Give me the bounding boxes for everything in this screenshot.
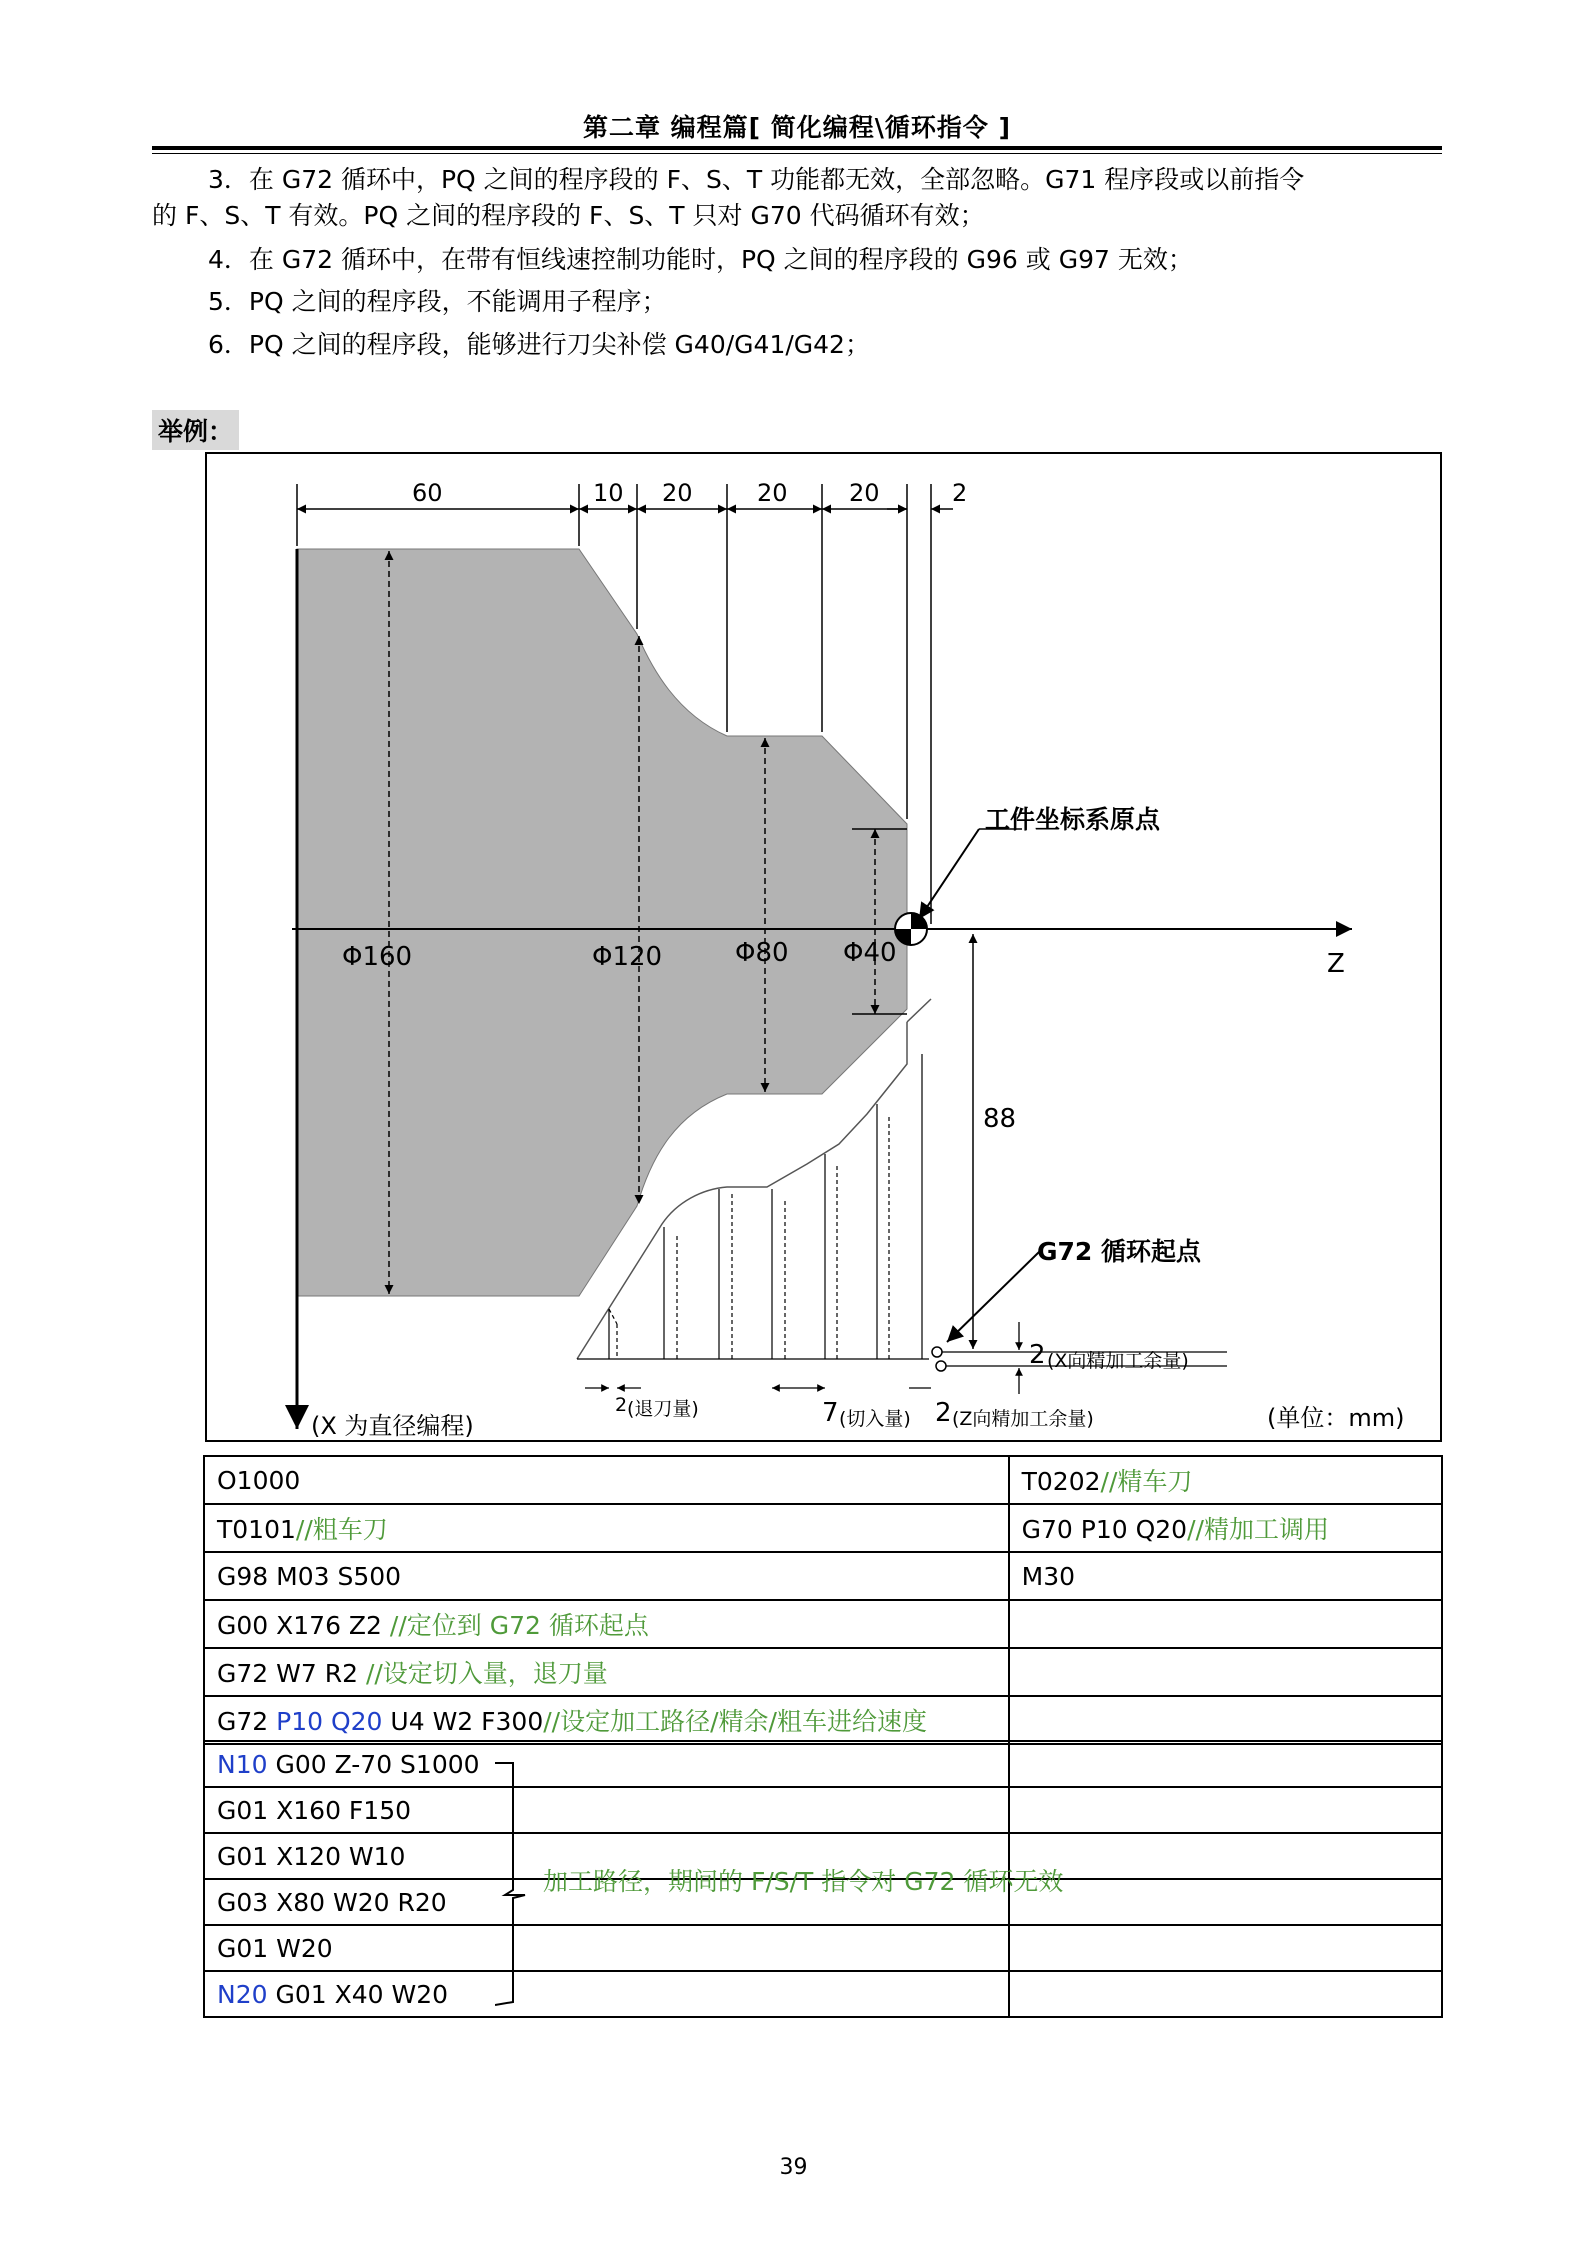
note-4: 4．在 G72 循环中，在带有恒线速控制功能时，PQ 之间的程序段的 G96 或 G97 无效； [208, 245, 1193, 274]
dim-2: 2 [952, 479, 968, 507]
table-row [204, 1971, 1442, 2017]
code-cell: N10 G00 Z-70 S1000 [204, 1741, 514, 1787]
allow-z-label: (Z向精加工余量) [952, 1408, 1094, 1430]
z-label: Z [1327, 949, 1345, 979]
code-cell [1009, 1648, 1442, 1696]
dia-40: Φ40 [843, 938, 897, 968]
code-cell: O1000 [204, 1456, 1009, 1504]
allow-x-num: 2 [1029, 1340, 1046, 1370]
code-cell: G72 W7 R2 //设定切入量，退刀量 [204, 1648, 1009, 1696]
table-row [204, 1787, 1442, 1833]
table-row [204, 1925, 1442, 1971]
g72-diagram [205, 452, 1442, 1442]
program-table [203, 1455, 1443, 1745]
start-label: G72 循环起点 [1037, 1237, 1202, 1266]
page-header: 第二章 编程篇[ 简化编程\循环指令 ] [582, 113, 1012, 142]
table-row [204, 1648, 1442, 1696]
header-rule-thick [152, 146, 1442, 150]
note-3 [152, 162, 1452, 234]
dim-20c: 20 [849, 479, 880, 507]
cut-num: 7 [822, 1398, 839, 1428]
start-point [932, 1347, 942, 1357]
table-row [204, 1456, 1442, 1504]
example-label: 举例： [152, 410, 239, 450]
dim-10: 10 [593, 479, 624, 507]
origin-label: 工件坐标系原点 [985, 805, 1161, 834]
table-row [204, 1741, 1442, 1787]
unit-note: (单位：mm) [1267, 1404, 1405, 1432]
dia-80: Φ80 [735, 938, 789, 968]
page-number: 39 [779, 2155, 808, 2180]
code-cell [1009, 1600, 1442, 1648]
code-cell: T0202//精车刀 [1009, 1456, 1442, 1504]
code-cell: G01 X120 W10 [204, 1833, 514, 1879]
dim-20b: 20 [757, 479, 788, 507]
table-row [204, 1696, 1442, 1744]
dia-160: Φ160 [342, 942, 413, 972]
table-row [204, 1600, 1442, 1648]
code-cell: G01 X160 F150 [204, 1787, 514, 1833]
code-cell: G01 W20 [204, 1925, 514, 1971]
code-cell [1009, 1696, 1442, 1744]
cut-label: (切入量) [839, 1408, 911, 1430]
code-cell: G03 X80 W20 R20 [204, 1879, 514, 1925]
code-cell: T0101//粗车刀 [204, 1504, 1009, 1552]
note-3-line2: 的 F、S、T 有效。PQ 之间的程序段的 F、S、T 只对 G70 代码循环有效； [152, 201, 985, 230]
path-block-note: 加工路径，期间的 F/S/T 指令对 G72 循环无效 [543, 1867, 1064, 1896]
table-row [204, 1552, 1442, 1600]
origin-symbol [895, 913, 927, 945]
allow-z-num: 2 [935, 1398, 952, 1428]
dim-60: 60 [412, 479, 443, 507]
header-rule-thin [152, 153, 1442, 154]
path-block [203, 1740, 1443, 2018]
brace-icon [495, 1740, 535, 2020]
retract-label: (退刀量) [627, 1398, 699, 1420]
code-cell: G98 M03 S500 [204, 1552, 1009, 1600]
code-cell: N20 G01 X40 W20 [204, 1971, 514, 2017]
code-cell: M30 [1009, 1552, 1442, 1600]
note-3-line1: 3．在 G72 循环中，PQ 之间的程序段的 F、S、T 功能都无效，全部忽略。G71 程序段或以前指令 [208, 165, 1305, 194]
code-cell: G00 X176 Z2 //定位到 G72 循环起点 [204, 1600, 1009, 1648]
note-5: 5．PQ 之间的程序段，不能调用子程序； [208, 287, 667, 316]
code-cell: G70 P10 Q20//精加工调用 [1009, 1504, 1442, 1552]
allow-x-label: (X向精加工余量) [1047, 1350, 1189, 1372]
dim-20a: 20 [662, 479, 693, 507]
retract-num: 2 [615, 1394, 628, 1416]
code-cell: G72 P10 Q20 U4 W2 F300//设定加工路径/精余/粗车进给速度 [204, 1696, 1009, 1744]
dim-88: 88 [983, 1104, 1017, 1134]
dia-120: Φ120 [592, 942, 663, 972]
start-leader [947, 1252, 1039, 1342]
x-axis-note: (X 为直径编程) [311, 1412, 474, 1440]
note-6: 6．PQ 之间的程序段，能够进行刀尖补偿 G40/G41/G42； [208, 330, 870, 359]
table-row [204, 1504, 1442, 1552]
